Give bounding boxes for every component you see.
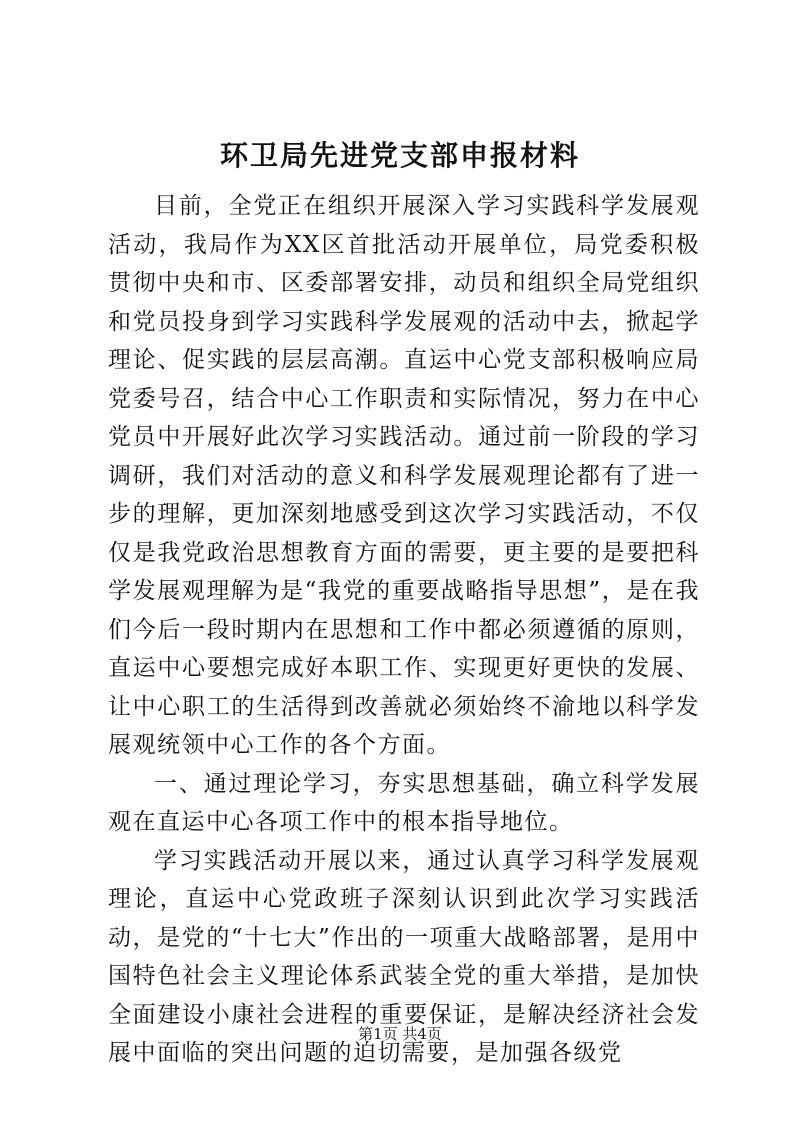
document-body: [108, 187, 700, 1073]
paragraph-section-heading: 一、通过理论学习，夯实思想基础，确立科学发展观在直运中心各项工作中的根本指导地位。: [108, 770, 700, 835]
paragraph-intro: 目前，全党正在组织开展深入学习实践科学发展观活动，我局作为XX区首批活动开展单位，局党委积极贯彻中央和市、区委部署安排，动员和组织全局党组织和党员投身到学习实践科学发展观的活动中去，掀起学理论、促实践的层层高潮。直运中心党支部积极响应局党委号召，结合中心工作职责和实际情况，努力在中心党员中开展好此次学习实践活动。通过前一阶段的学习调研，我们对活动的意义和科学发展观理论都有了进一步的理解，更加深刻地感受到这次学习实践活动，不仅仅是我党政治思想教育方面的需要，更主要的是要把科学发展观理解为是“我党的重要战略指导思想”，是在我们今后一段时期内在思想和工作中都必须遵循的原则，直运中心要想完成好本职工作、实现更好更快的发展、让中心职工的生活得到改善就必须始终不渝地以科学发展观统领中心工作的各个方面。: [108, 193, 700, 758]
page-title: 环卫局先进党支部申报材料: [219, 139, 580, 172]
page-footer: 第1页 共4页: [358, 1025, 442, 1043]
paragraph-study: 学习实践活动开展以来，通过认真学习科学发展观理论，直运中心党政班子深刻认识到此次学习实践活动，是党的“十七大”作出的一项重大战略部署，是用中国特色社会主义理论体系武装全党的重大举措，是加快全面建设小康社会进程的重要保证，是解决经济社会发展中面临的突出问题的迫切需要，是加强各级党: [108, 847, 700, 1066]
